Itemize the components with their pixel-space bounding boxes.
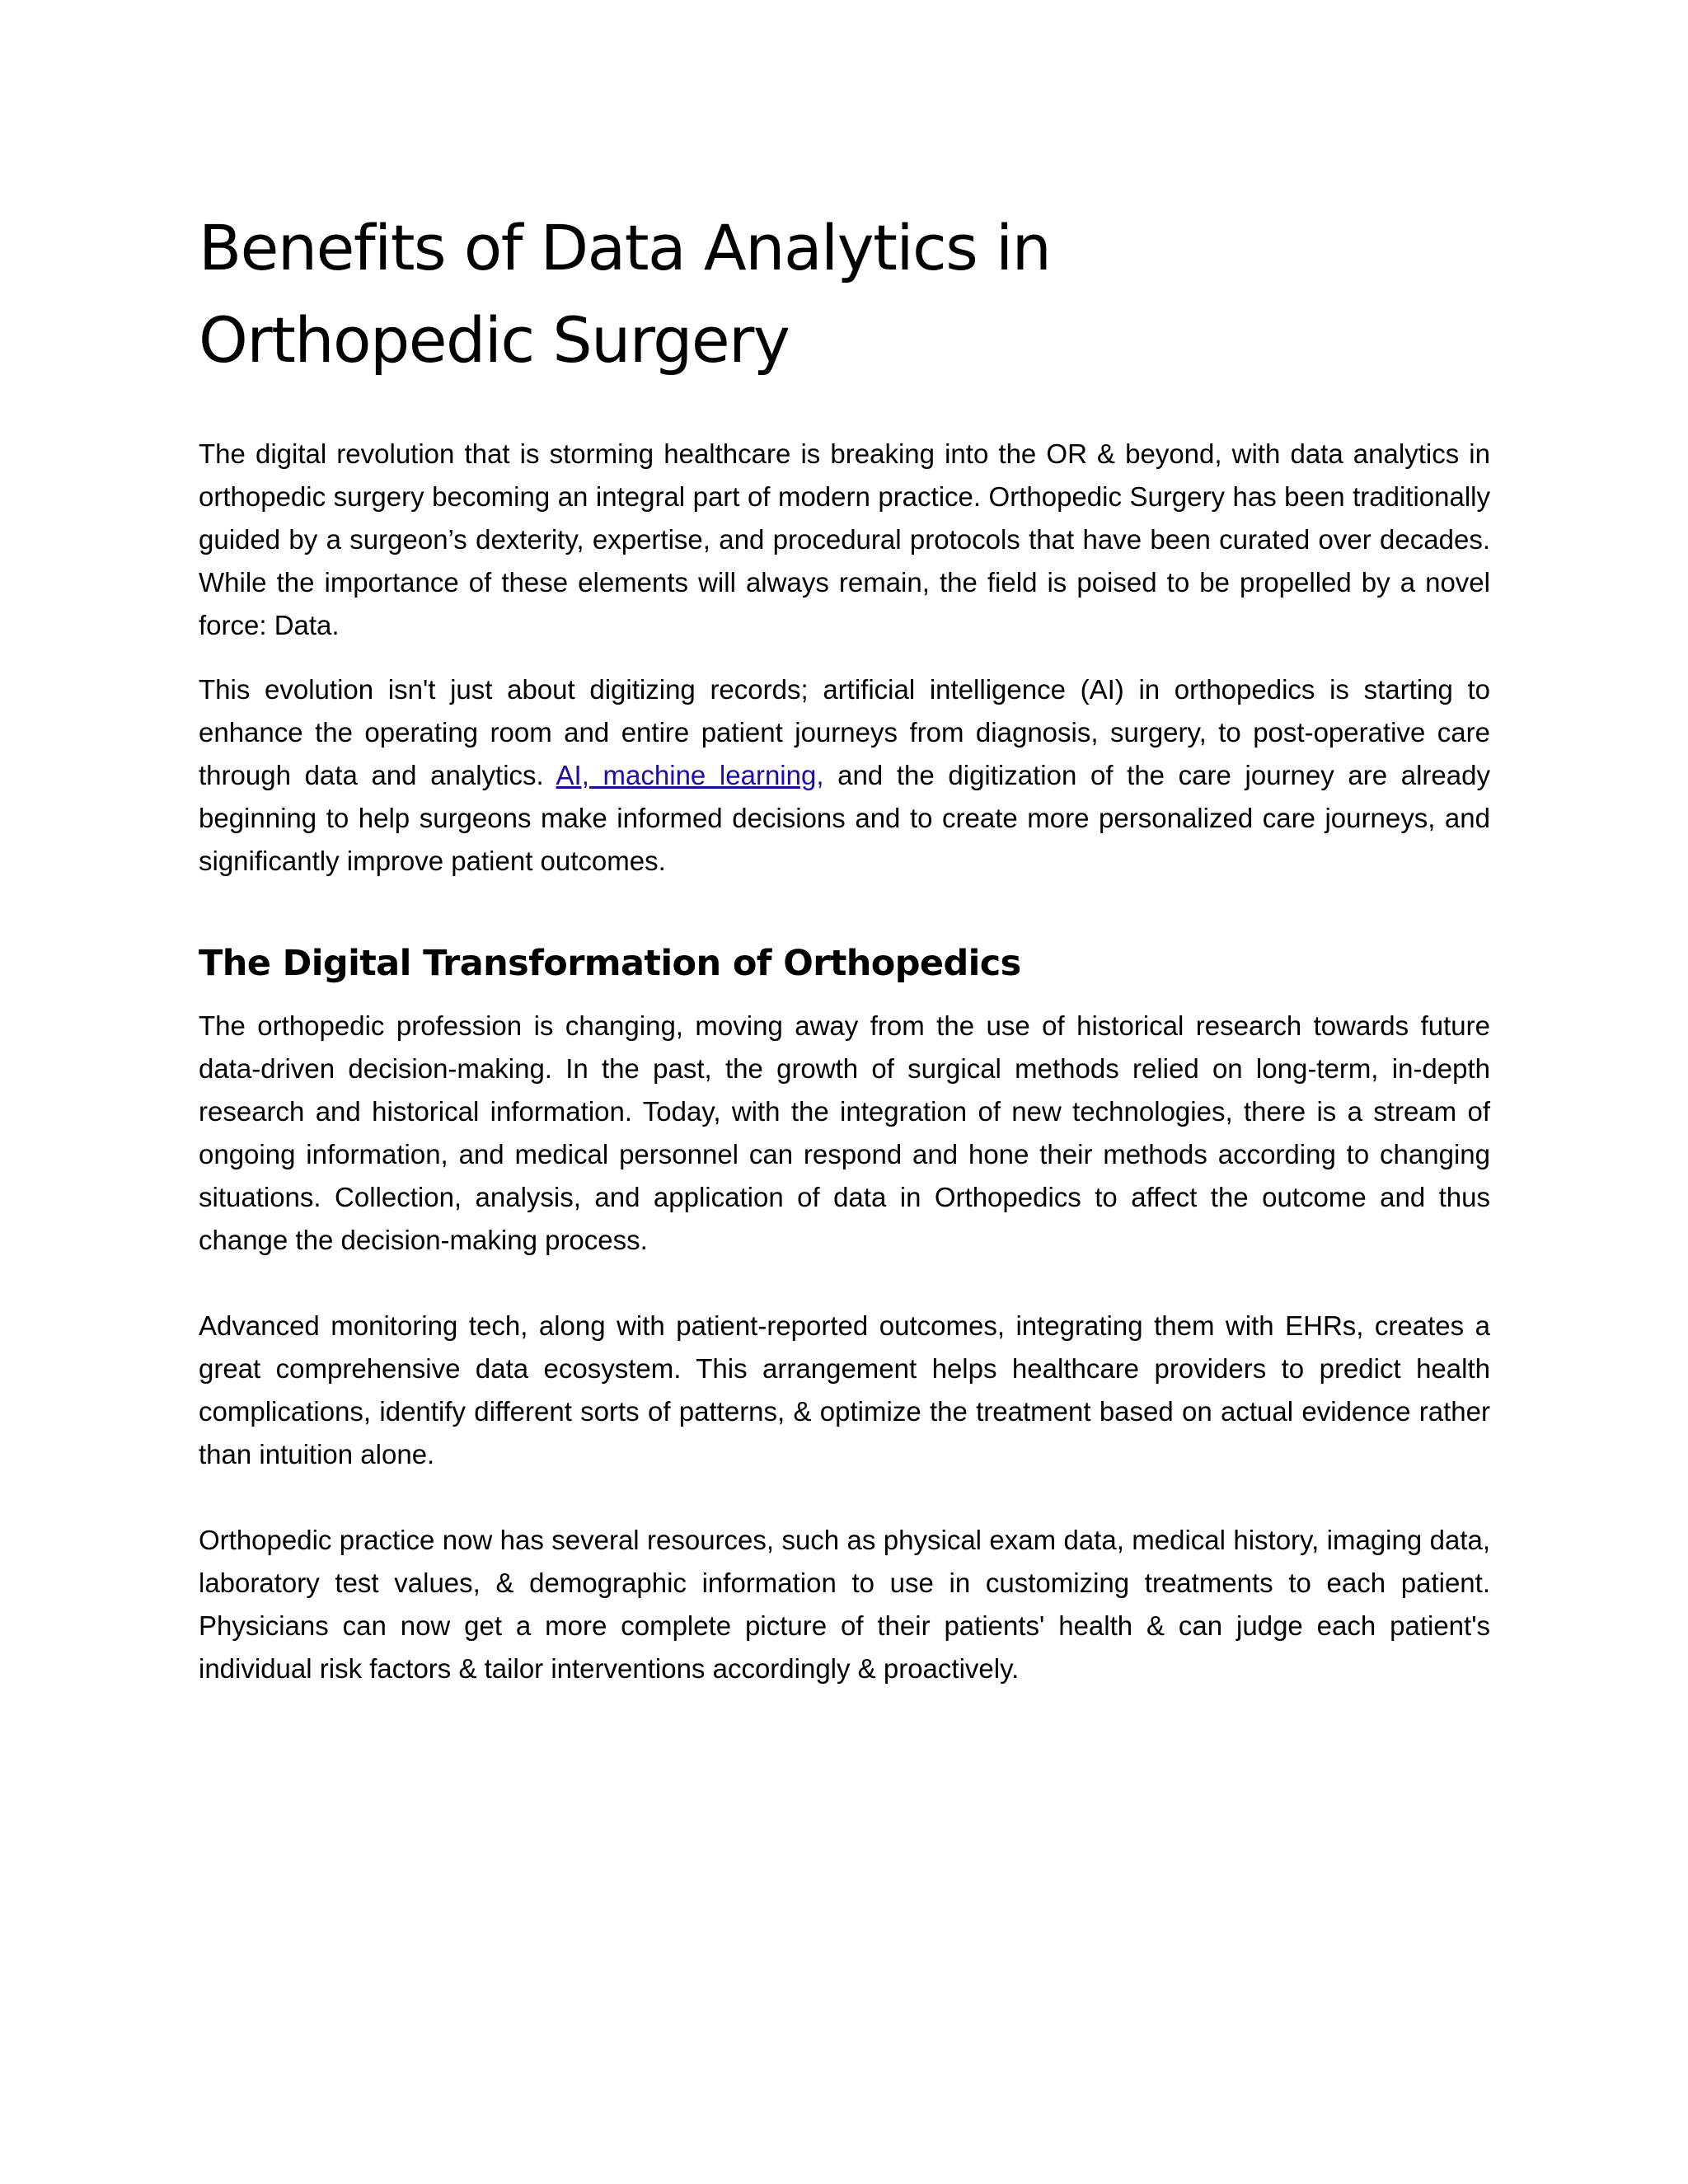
ai-machine-learning-link[interactable]: AI, machine learning, <box>556 760 824 790</box>
title-line-1: Benefits of Data Analytics in <box>199 211 1051 284</box>
resources-paragraph: Orthopedic practice now has several resources, such as physical exam data, medical history, imaging data, laboratory test values, & demographic information to use in customizing treatments to each patient. Physicians can now get a more complete picture of their patients' health & can judge each patient's individual risk factors & tailor interventions accordingly & proactively. <box>199 1525 1490 1684</box>
transformation-paragraph: The orthopedic profession is changing, moving away from the use of historical research towards future data-driven decision-making. In the past, the growth of surgical methods relied on long-term, in-depth research and historical information. Today, with the integration of new technologies, there is a stream of ongoing information, and medical personnel can respond and hone their methods according to changing situations. Collection, analysis, and application of data in Orthopedics to affect the outcome and thus change the decision-making process. <box>199 1010 1490 1255</box>
section-heading: The Digital Transformation of Orthopedics <box>199 943 1021 984</box>
evolution-text-before-link: This evolution isn't just about digitizing records; artificial intelligence (AI) in orthopedics is starting to enhance the operating room and entire patient journeys from diagnosis, surgery, to post-operative care through data and analytics. <box>199 674 1490 790</box>
monitoring-paragraph: Advanced monitoring tech, along with patient-reported outcomes, integrating them with EHRs, creates a great comprehensive data ecosystem. This arrangement helps healthcare providers to predict health complications, identify different sorts of patterns, & optimize the treatment based on actual evidence rather than intuition alone. <box>199 1310 1490 1469</box>
page-title <box>199 202 1490 387</box>
evolution-paragraph <box>199 668 1490 883</box>
evolution-text-after-link: and the digitization of the care journey are already beginning to help surgeons make informed decisions and to create more personalized care journeys, and significantly improve patient outcomes. <box>199 760 1490 876</box>
intro-paragraph: The digital revolution that is storming healthcare is breaking into the OR & beyond, with data analytics in orthopedic surgery becoming an integral part of modern practice. Orthopedic Surgery has been traditionally guided by a surgeon’s dexterity, expertise, and procedural protocols that have been curated over decades. While the importance of these elements will always remain, the field is poised to be propelled by a novel force: Data. <box>199 438 1490 640</box>
document-body <box>199 202 1490 1690</box>
title-line-2: Orthopedic Surgery <box>199 303 790 377</box>
